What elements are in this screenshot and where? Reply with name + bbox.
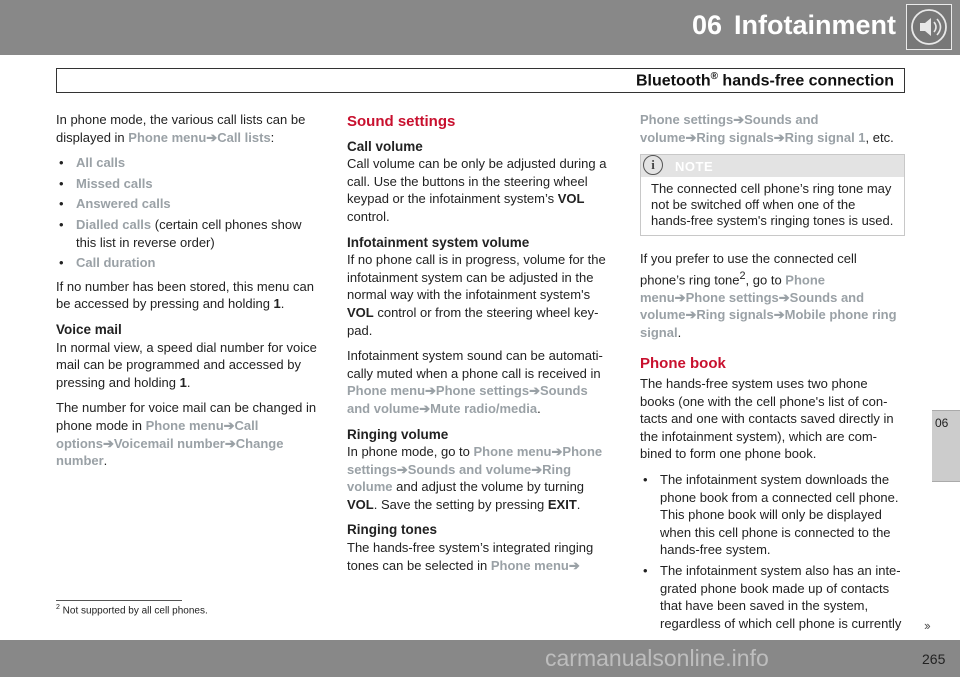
arrow-right-icon: ➔ [568, 557, 580, 573]
section-header [56, 68, 905, 93]
menu-path-link: Phone menu [128, 129, 207, 145]
arrow-right-icon: ➔ [206, 129, 218, 145]
page-number: 265 [922, 651, 946, 667]
footnote-ref: 2 [739, 269, 746, 282]
phone-book-heading: Phone book [640, 355, 726, 373]
speaker-icon [906, 4, 952, 50]
chapter-header-bar [0, 0, 960, 55]
footnote: $^2$ Not supported by all cell phones. [56, 604, 208, 617]
column-1 [56, 111, 321, 478]
arrow-right-icon: ➔ [733, 112, 745, 127]
column-3 [640, 111, 905, 638]
note-box [640, 154, 905, 236]
column-2 [347, 111, 612, 582]
arrow-right-icon: ➔ [396, 461, 408, 477]
call-volume-heading: Call volume [347, 138, 423, 154]
arrow-right-icon: ➔ [773, 129, 785, 145]
side-tab-label: 06 [935, 416, 949, 430]
list-item: • Missed calls [56, 175, 321, 193]
arrow-right-icon: ➔ [674, 289, 686, 305]
footnote-divider [56, 600, 182, 601]
list-item: • Dialled calls (certain cell phones show this list in reverse order) [56, 216, 321, 251]
arrow-right-icon: ➔ [224, 435, 236, 451]
chapter-name: Infotainment [734, 10, 896, 40]
arrow-right-icon: ➔ [773, 307, 785, 323]
note-header [641, 155, 904, 177]
phone-ring-tone-paragraph: If you prefer to use the connected cell phone’s ring tone$^2$, go to Phone menu➔Phone settings➔Sounds and volume➔Ring signals➔Mobile phone ring signal. [640, 251, 897, 340]
note-text: The connected cell phone’s ring tone may not be switched off when one of the hands-free system's ringing tones is used. [651, 181, 894, 229]
info-icon: i [643, 155, 663, 175]
ringing-volume-heading: Ringing volume [347, 426, 449, 442]
menu-path-link: Call lists [217, 129, 271, 145]
voicemail-change-paragraph: The number for voice mail can be changed in phone mode in Phone menu➔Call options➔Voicemail number➔Change number. [56, 400, 317, 469]
voicemail-heading: Voice mail [56, 321, 122, 337]
list-item: • Answered calls [56, 195, 321, 213]
arrow-right-icon: ➔ [685, 307, 697, 323]
list-item: • The infotainment system also has an inte-grated phone book made up of contacts that have been saved in the system, regardless of which cell phone is currently [640, 562, 905, 632]
arrow-right-icon: ➔ [102, 435, 114, 451]
no-number-paragraph: If no number has been stored, this menu can be accessed by pressing and holding 1. [56, 278, 314, 312]
note-label: NOTE [675, 159, 714, 175]
chapter-title [692, 10, 896, 41]
list-item: • All calls [56, 154, 321, 172]
list-item: • The infotainment system downloads the phone book from a connected cell phone. This phone book will only be displayed when this cell phone is connected to the hands-free system. [640, 471, 905, 559]
mute-paragraph: Infotainment system sound can be automati-cally muted when a phone call is received in Phone menu➔Phone settings➔Sounds and volume➔Mute radio/media. [347, 348, 603, 416]
list-item: • Call duration [56, 254, 321, 272]
chapter-side-tab [932, 410, 960, 482]
call-lists-intro: In phone mode, the various call lists can be displayed in Phone menu➔Call lists: [56, 112, 306, 145]
infotainment-volume-heading: Infotainment system volume [347, 234, 530, 250]
chapter-number: 06 [691, 10, 722, 40]
infotainment-volume-paragraph: If no phone call is in progress, volume for the infotainment system can be adjusted in the normal way with the infotainment system's VOL control or from the steering wheel key-pad. [347, 252, 606, 338]
arrow-right-icon: ➔ [419, 400, 431, 416]
sound-settings-heading: Sound settings [347, 113, 456, 130]
voicemail-paragraph: In normal view, a speed dial number for voice mail can be programmed and accessed by pressing and holding 1. [56, 339, 317, 390]
section-title: Bluetooth® hands-free connection [635, 71, 894, 90]
arrow-right-icon: ➔ [425, 383, 436, 399]
ringing-volume-paragraph: In phone mode, go to Phone menu➔Phone settings➔Sounds and volume➔Ring volume and adjust the volume by turning VOL. Save the setting by pressing EXIT. [347, 444, 603, 512]
call-volume-paragraph: Call volume can be only be adjusted during a call. Use the buttons in the steering wheel keypad or the infotainment system’s VOL control. [347, 156, 607, 224]
arrow-right-icon: ➔ [685, 129, 697, 145]
ring-signal-path: Phone settings➔Sounds and volume➔Ring signals➔Ring signal 1, etc. [640, 112, 894, 145]
call-list-bullets [56, 154, 321, 272]
ringing-tones-heading: Ringing tones [347, 522, 437, 538]
arrow-right-icon: ➔ [778, 289, 790, 305]
watermark: carmanualsonline.info [545, 645, 769, 671]
ringing-tones-paragraph: The hands-free system’s integrated ringing tones can be selected in Phone menu➔ [347, 540, 594, 573]
arrow-right-icon: ➔ [223, 417, 235, 433]
phone-book-bullets [640, 471, 905, 632]
phone-book-paragraph: The hands-free system uses two phone books (one with the cell phone's list of con-tacts and one with contacts saved directly in the infotainment system), which are com-bined to form one phone book. [640, 376, 894, 462]
arrow-right-icon: ➔ [529, 383, 541, 399]
arrow-right-icon: ➔ [551, 444, 563, 460]
footer-bar [0, 640, 960, 677]
next-page-arrows-icon: ›› [924, 618, 929, 633]
arrow-right-icon: ➔ [531, 461, 543, 477]
